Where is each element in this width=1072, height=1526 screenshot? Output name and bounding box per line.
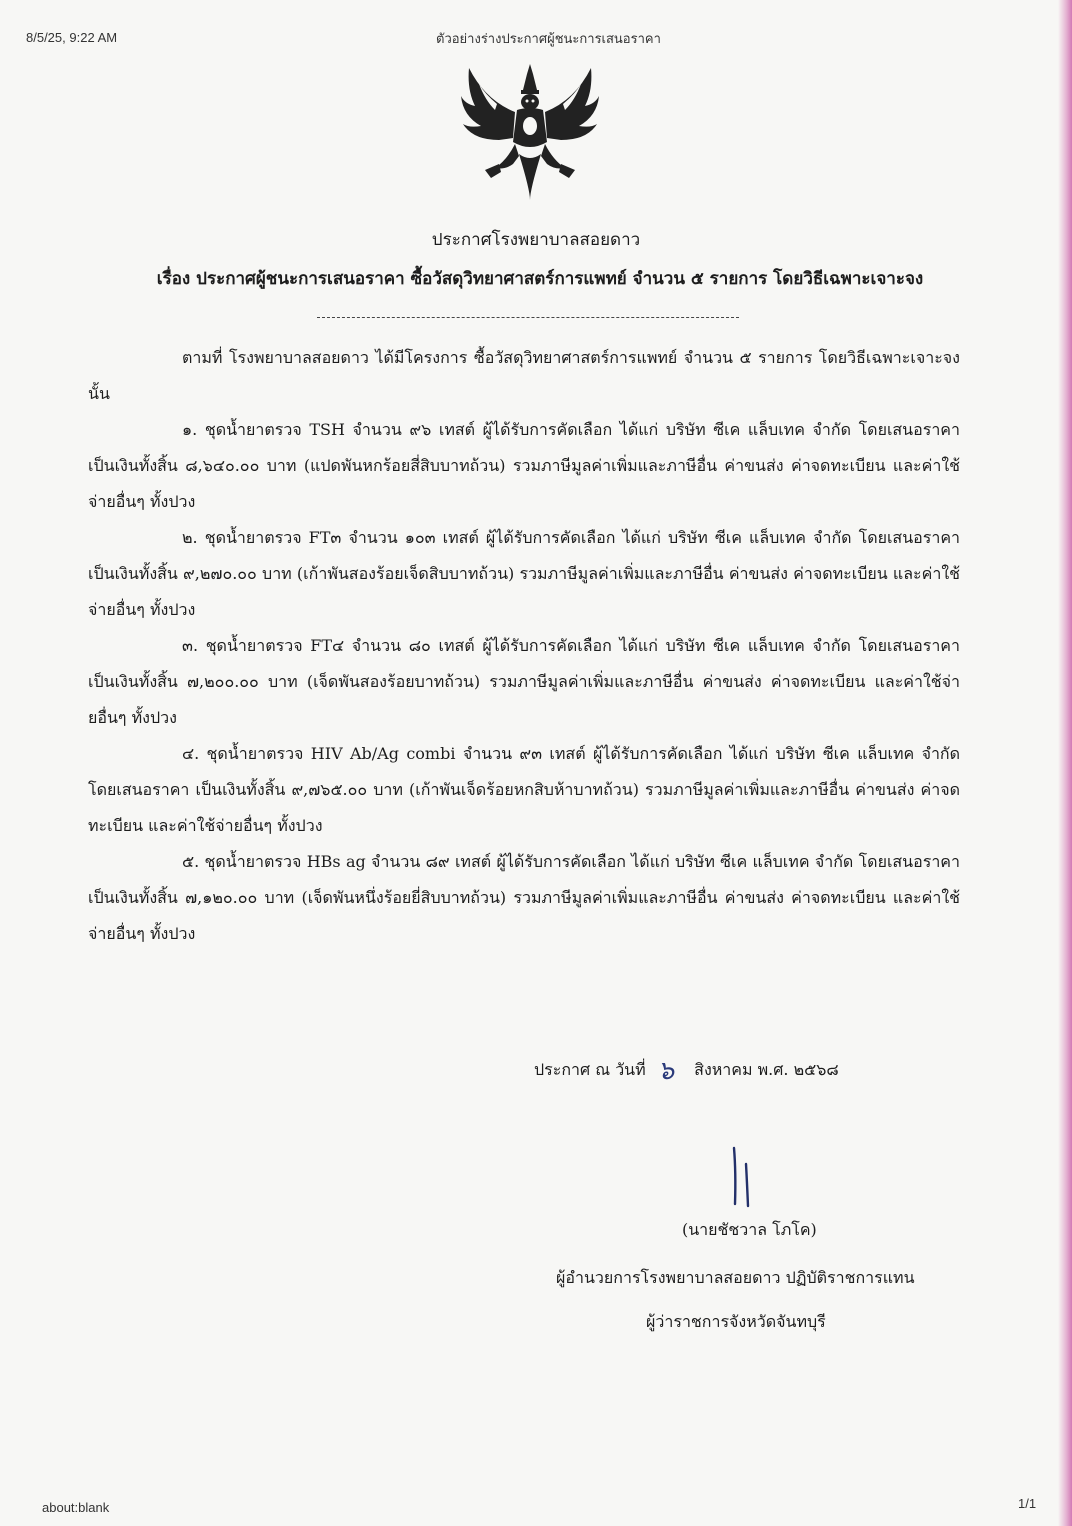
award-item: ๑. ชุดน้ำยาตรวจ TSH จำนวน ๙๖ เทสต์ ผู้ได้รับการคัดเลือก ได้แก่ บริษัท ซีเค แล็บเทค จำกัด โดยเสนอราคา เป็นเงินทั้งสิ้น ๘,๖๔๐.๐๐ บาท (แปดพันหกร้อยสี่สิบบาทถ้วน) รวมภาษีมูลค่าเพิ่มและภาษีอื่น ค่าขนส่ง ค่าจดทะเบียน และค่าใช้จ่ายอื่นๆ ทั้งปวง (88, 420, 960, 511)
divider (317, 317, 739, 318)
intro-paragraph: ตามที่ โรงพยาบาลสอยดาว ได้มีโครงการ ซื้อวัสดุวิทยาศาสตร์การแพทย์ จำนวน ๕ รายการ โดยวิธีเฉพาะเจาะจง นั้น (88, 348, 960, 403)
signature-mark (724, 1142, 764, 1212)
award-item: ๒. ชุดน้ำยาตรวจ FT๓ จำนวน ๑๐๓ เทสต์ ผู้ได้รับการคัดเลือก ได้แก่ บริษัท ซีเค แล็บเทค จำกัด โดยเสนอราคา เป็นเงินทั้งสิ้น ๙,๒๗๐.๐๐ บาท (เก้าพันสองร้อยเจ็ดสิบบาทถ้วน) รวมภาษีมูลค่าเพิ่มและภาษีอื่น ค่าขนส่ง ค่าจดทะเบียน และค่าใช้จ่ายอื่นๆ ทั้งปวง (88, 528, 960, 619)
announcement-body (88, 340, 960, 952)
announcement-date (534, 1050, 839, 1091)
print-url: about:blank (42, 1500, 110, 1515)
award-item: ๓. ชุดน้ำยาตรวจ FT๔ จำนวน ๘๐ เทสต์ ผู้ได้รับการคัดเลือก ได้แก่ บริษัท ซีเค แล็บเทค จำกัด โดยเสนอราคา เป็นเงินทั้งสิ้น ๗,๒๐๐.๐๐ บาท (เจ็ดพันสองร้อยบาทถ้วน) รวมภาษีมูลค่าเพิ่มและภาษีอื่น ค่าขนส่ง ค่าจดทะเบียน และค่าใช้จ่ายอื่นๆ ทั้งปวง (88, 636, 960, 727)
award-item: ๔. ชุดน้ำยาตรวจ HIV Ab/Ag combi จำนวน ๙๓ เทสต์ ผู้ได้รับการคัดเลือก ได้แก่ บริษัท ซีเค แล็บเทค จำกัด โดยเสนอราคา เป็นเงินทั้งสิ้น ๙,๗๖๕.๐๐ บาท (เก้าพันเจ็ดร้อยหกสิบห้าบาทถ้วน) รวมภาษีมูลค่าเพิ่มและภาษีอื่น ค่าขนส่ง ค่าจดทะเบียน และค่าใช้จ่ายอื่นๆ ทั้งปวง (88, 744, 960, 835)
signer-title-2: ผู้ว่าราชการจังหวัดจันทบุรี (646, 1312, 826, 1331)
garuda-emblem-icon (455, 60, 605, 210)
print-page-title: ตัวอย่างร่างประกาศผู้ชนะการเสนอราคา (436, 31, 661, 46)
award-item: ๕. ชุดน้ำยาตรวจ HBs ag จำนวน ๘๙ เทสต์ ผู้ได้รับการคัดเลือก ได้แก่ บริษัท ซีเค แล็บเทค จำกัด โดยเสนอราคา เป็นเงินทั้งสิ้น ๗,๑๒๐.๐๐ บาท (เจ็ดพันหนึ่งร้อยยี่สิบบาทถ้วน) รวมภาษีมูลค่าเพิ่มและภาษีอื่น ค่าขนส่ง ค่าจดทะเบียน และค่าใช้จ่ายอื่นๆ ทั้งปวง (88, 852, 960, 943)
announcement-subject: เรื่อง ประกาศผู้ชนะการเสนอราคา ซื้อวัสดุวิทยาศาสตร์การแพทย์ จำนวน ๕ รายการ โดยวิธีเฉพาะเจาะจง (156, 269, 924, 289)
print-datetime: 8/5/25, 9:22 AM (26, 30, 118, 45)
handwritten-day: ๖ (657, 1056, 675, 1086)
announced-at-label: ประกาศ ณ วันที่ (534, 1060, 646, 1079)
announcement-org: ประกาศโรงพยาบาลสอยดาว (431, 230, 641, 250)
print-page-number: 1/1 (1018, 1496, 1037, 1511)
signer-name: (นายชัชวาล โภโค) (682, 1220, 817, 1239)
month-year: สิงหาคม พ.ศ. ๒๕๖๘ (694, 1060, 839, 1079)
signer-title: ผู้อำนวยการโรงพยาบาลสอยดาว ปฏิบัติราชการแทน (556, 1268, 915, 1287)
